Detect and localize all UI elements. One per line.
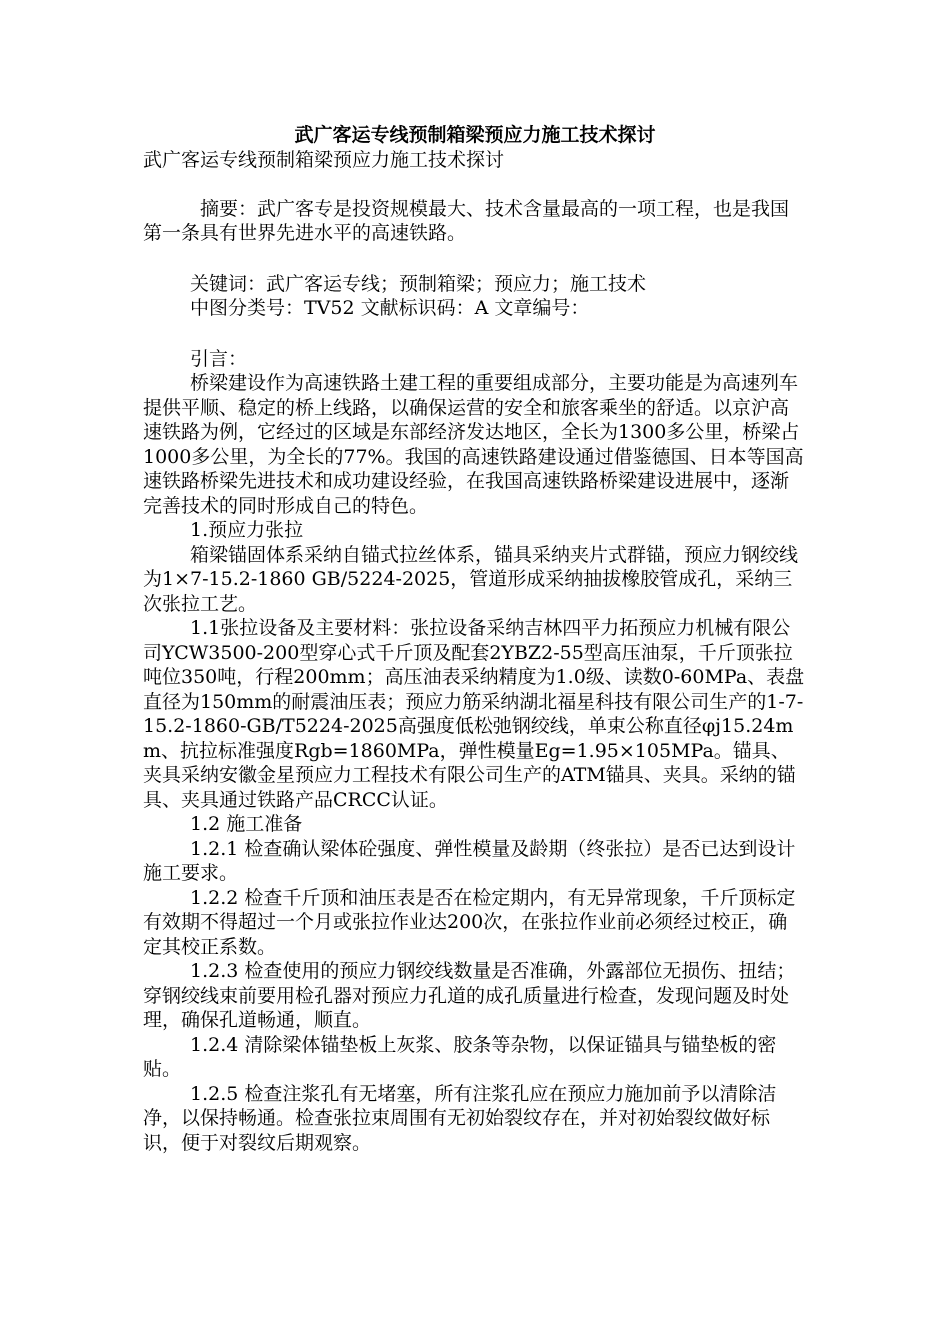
paragraph-intro: 桥梁建设作为高速铁路土建工程的重要组成部分，主要功能是为高速列车提供平顺、稳定的桥上线路，以确保运营的安全和旅客乘坐的舒适。以京沪高速铁路为例，它经过的区域是东部经济发达地区，全长为1300多公里，桥梁占1000多公里，为全长的77%。我国的高速铁路建设通过借鉴德国、日本等国高速铁路桥梁先进技术和成功建设经验，在我国高速铁路桥梁建设进展中，逐渐完善技术的同时形成自己的特色。: [143, 372, 804, 517]
paragraph-1-2-1: 1.2.1 检查确认梁体砼强度、弹性模量及龄期（终张拉）是否已达到设计施工要求。: [143, 837, 796, 884]
paragraph-equipment-materials: 1.1张拉设备及主要材料：张拉设备采纳吉林四平力拓预应力机械有限公司YCW3500-200型穿心式千斤顶及配套2YBZ2-55型高压油泵，千斤顶张拉吨位350吨，行程200mm；高压油表采纳精度为1.0级、读数0-60MPa、表盘直径为150mm的耐震油压表；预应力筋采纳湖北福星科技有限公司生产的1-7-15.2-1860-GB/T5224-2025高强度低松弛钢绞线，单束公称直径φj15.24mm、抗拉标准强度Rgb=1860MPa，弹性模量Eg=1.95×105MPa。锚具、夹具采纳安徽金星预应力工程技术有限公司生产的ATM锚具、夹具。采纳的锚具、夹具通过铁路产品CRCC认证。: [143, 617, 805, 811]
keywords: 关键词：武广客运专线；预制箱梁；预应力；施工技术: [190, 272, 647, 295]
section-heading-preparation: 1.2 施工准备: [190, 813, 303, 835]
paragraph-1-2-5: 1.2.5 检查注浆孔有无堵塞，所有注浆孔应在预应力施加前予以清除洁净，以保持畅通。检查张拉束周围有无初始裂纹存在，并对初始裂纹做好标识，便于对裂纹后期观察。: [143, 1082, 777, 1154]
paragraph-1-2-3: 1.2.3 检查使用的预应力钢绞线数量是否准确，外露部位无损伤、扭结；穿钢绞线束前要用检孔器对预应力孔道的成孔质量进行检查，发现问题及时处理，确保孔道畅通，顺直。: [143, 960, 796, 1031]
document-subtitle: 武广客运专线预制箱梁预应力施工技术探讨: [143, 149, 505, 171]
section-heading-prestress: 1.预应力张拉: [190, 519, 304, 541]
paragraph-anchorage-system: 箱梁锚固体系采纳自锚式拉丝体系，锚具采纳夹片式群锚，预应力钢绞线为1×7-15.2-1860 GB/5224-2025，管道形成采纳抽拔橡胶管成孔，采纳三次张拉工艺。: [143, 543, 799, 615]
document-title: 武广客运专线预制箱梁预应力施工技术探讨: [294, 124, 656, 146]
document-body: [143, 148, 805, 1155]
paragraph-1-2-4: 1.2.4 清除梁体锚垫板上灰浆、胶条等杂物，以保证锚具与锚垫板的密贴。: [143, 1033, 777, 1080]
classification-line: 中图分类号：TV52 文献标识码：A 文章编号：: [190, 297, 590, 319]
intro-heading: 引言：: [190, 347, 248, 370]
abstract: 摘要：武广客专是投资规模最大、技术含量最高的一项工程，也是我国第一条具有世界先进水平的高速铁路。: [143, 197, 790, 244]
paragraph-1-2-2: 1.2.2 检查千斤顶和油压表是否在检定期内，有无异常现象，千斤顶标定有效期不得超过一个月或张拉作业达200次，在张拉作业前必须经过校正，确定其校正系数。: [143, 886, 796, 958]
